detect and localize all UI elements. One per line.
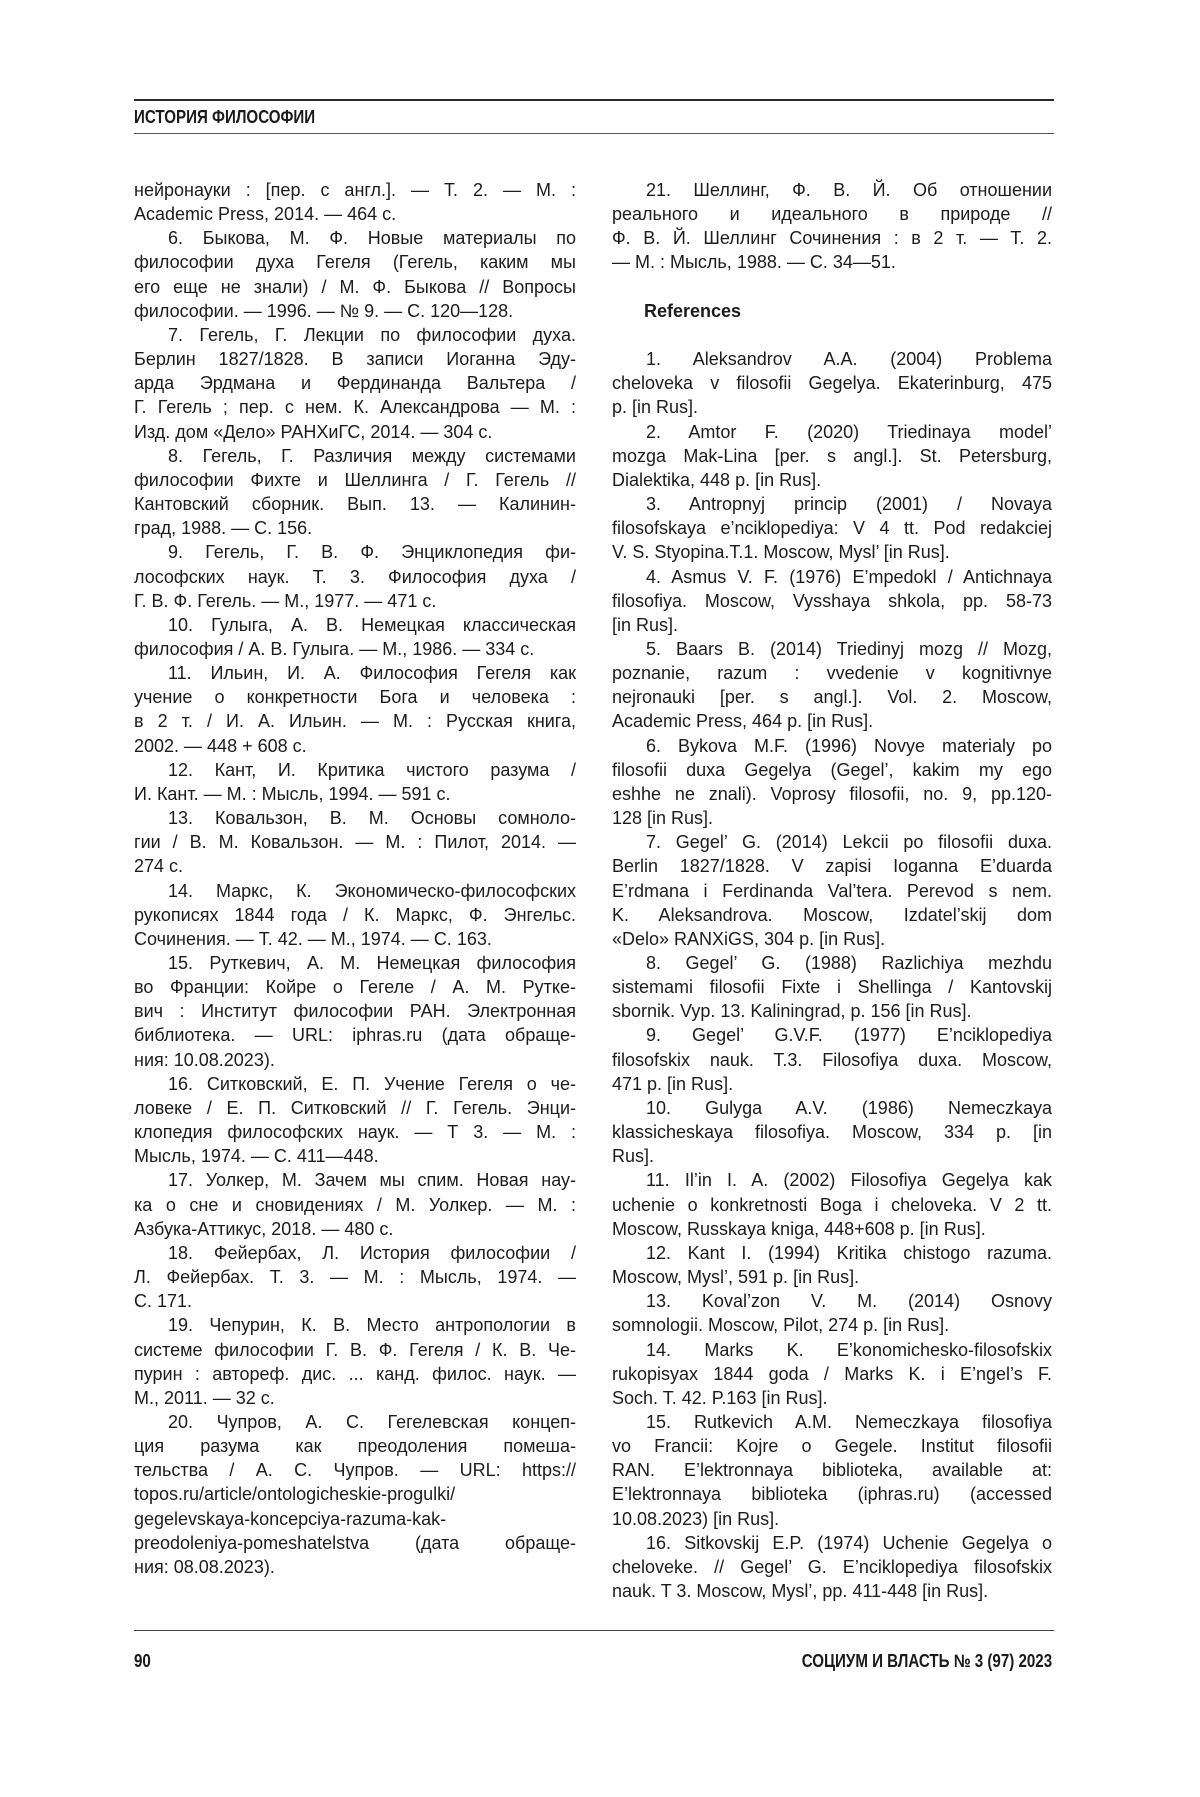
- reference-entry: [134, 1168, 576, 1240]
- reference-line: философии. — 1996. — № 9. — С. 120—128.: [134, 300, 514, 321]
- reference-line: 2002. — 448 + 608 с.: [134, 735, 307, 756]
- reference-line: filosofiya. Moscow, Vysshaya shkola, pp. 58-73: [612, 590, 1052, 611]
- reference-line: 11. Il’in I. A. (2002) Filosofiya Gegelya kak: [646, 1170, 1052, 1191]
- header-bottom-rule: [134, 133, 1054, 134]
- page-number: 90: [134, 1651, 151, 1671]
- reference-line: реального и идеального в природе //: [612, 204, 1052, 225]
- reference-line: С. 171.: [134, 1291, 193, 1312]
- reference-line: 8. Gegel’ G. (1988) Razlichiya mezhdu: [646, 953, 1052, 973]
- reference-list-ru-continued: [612, 178, 1052, 275]
- reference-line: библиотека. — URL: iphras.ru (дата обраще-: [134, 1025, 576, 1046]
- reference-line: 14. Маркс, К. Экономическо-философских: [168, 880, 576, 901]
- reference-line: ния: 08.08.2023).: [134, 1556, 275, 1577]
- reference-line: Кантовский сборник. Вып. 13. — Калинин-: [134, 494, 576, 515]
- reference-line: 12. Kant I. (1994) Kritika chistogo razuma.: [646, 1242, 1052, 1263]
- reference-entry: [612, 1241, 1052, 1289]
- reference-line: Dialektika, 448 p. [in Rus].: [612, 469, 822, 490]
- reference-line: 9. Gegel’ G.V.F. (1977) E’nciklopediya: [646, 1025, 1052, 1046]
- reference-line: nejronauki [per. s angl.]. Vol. 2. Moscow,: [612, 687, 1052, 708]
- reference-line: пурин : автореф. дис. ... канд. филос. наук. —: [134, 1363, 576, 1384]
- reference-line: философия / А. В. Гулыга. — М., 1986. — 334 с.: [134, 638, 535, 659]
- reference-list-ru: [134, 226, 576, 1579]
- reference-line: somnologii. Moscow, Pilot, 274 p. [in Rus].: [612, 1315, 950, 1336]
- reference-line: Berlin 1827/1828. V zapisi Ioganna E’duarda: [612, 856, 1052, 877]
- reference-line: E’lektronnaya biblioteka (iphras.ru) (accessed: [612, 1484, 1052, 1505]
- reference-line: 8. Гегель, Г. Различия между системами: [168, 445, 576, 466]
- reference-line: 13. Ковальзон, В. М. Основы сомноло-: [168, 808, 576, 829]
- reference-entry: [612, 565, 1052, 637]
- reference-line: — М. : Мысль, 1988. — С. 34—51.: [612, 252, 896, 273]
- reference-line: filosofskix nauk. T.3. Filosofiya duxa. Moscow,: [612, 1049, 1052, 1070]
- reference-entry: [612, 1410, 1052, 1531]
- reference-line: Сочинения. — Т. 42. — М., 1974. — С. 163.: [134, 928, 492, 949]
- reference-line: Academic Press, 2014. — 464 с.: [134, 204, 397, 225]
- reference-line: Ф. В. Й. Шеллинг Сочинения : в 2 т. — Т. 2.: [612, 228, 1052, 249]
- reference-line: 10.08.2023) [in Rus].: [612, 1508, 780, 1529]
- reference-entry: [134, 226, 576, 323]
- reference-entry: [612, 1289, 1052, 1337]
- reference-entry: [134, 758, 576, 806]
- reference-line: ловеке / Е. П. Ситковский // Г. Гегель. Энци-: [134, 1097, 576, 1118]
- reference-line: 6. Bykova M.F. (1996) Novye materialy po: [646, 735, 1052, 756]
- reference-line: 11. Ильин, И. А. Философия Гегеля как: [168, 663, 576, 684]
- reference-line: sistemami filosofii Fixte i Shellinga / Kantovskij: [612, 977, 1052, 998]
- reference-line: Moscow, Russkaya kniga, 448+608 p. [in Rus].: [612, 1218, 986, 1239]
- reference-line: во Франции: Койре о Гегеле / А. М. Рутке-: [134, 977, 576, 998]
- reference-line: ния: 10.08.2023).: [134, 1049, 275, 1070]
- reference-entry: [612, 1531, 1052, 1603]
- reference-line: Rus].: [612, 1146, 655, 1167]
- reference-line: 471 p. [in Rus].: [612, 1073, 734, 1094]
- reference-line: Мысль, 1974. — С. 411—448.: [134, 1146, 379, 1167]
- reference-line: 13. Koval’zon V. M. (2014) Osnovy: [646, 1291, 1052, 1312]
- reference-line: rukopisyax 1844 goda / Marks K. i E’ngel’s F.: [612, 1363, 1052, 1384]
- reference-entry: [134, 1410, 576, 1579]
- reference-line: mozga Mak-Lina [per. s angl.]. St. Petersburg,: [612, 445, 1052, 466]
- journal-title: СОЦИУМ И ВЛАСТЬ № 3 (97) 2023: [801, 1651, 1052, 1671]
- reference-entry: [612, 1338, 1052, 1410]
- reference-entry: [612, 420, 1052, 492]
- reference-line: клопедия философских наук. — Т 3. — М. :: [134, 1122, 576, 1143]
- reference-line: eshhe ne znali). Voprosy filosofii, no. 9, pp.120-: [612, 783, 1052, 804]
- left-column: [134, 178, 576, 1579]
- reference-line: 15. Руткевич, А. М. Немецкая философия: [168, 953, 576, 973]
- reference-entry: [134, 540, 576, 612]
- reference-line: Soch. T. 42. P.163 [in Rus].: [612, 1387, 828, 1408]
- reference-line: 1. Aleksandrov A.A. (2004) Problema: [646, 349, 1052, 370]
- reference-list-en: [612, 347, 1052, 1603]
- reference-line: 5. Baars B. (2014) Triedinyj mozg // Mozg,: [646, 638, 1052, 659]
- reference-line: Academic Press, 464 p. [in Rus].: [612, 711, 874, 732]
- reference-line: 21. Шеллинг, Ф. В. Й. Об отношении: [646, 180, 1052, 200]
- reference-line: Moscow, Mysl’, 591 p. [in Rus].: [612, 1267, 860, 1288]
- reference-line: 7. Gegel’ G. (2014) Lekcii po filosofii duxa.: [646, 832, 1052, 853]
- reference-line: filosofii duxa Gegelya (Gegel’, kakim my ego: [612, 759, 1052, 780]
- right-column: [612, 178, 1052, 1603]
- reference-line: лософских наук. Т. 3. Философия духа /: [134, 566, 576, 587]
- reference-line: 20. Чупров, А. С. Гегелевская концеп-: [168, 1411, 576, 1432]
- reference-line: Берлин 1827/1828. В записи Иоганна Эду-: [134, 349, 576, 370]
- reference-line: 4. Asmus V. F. (1976) E’mpedokl / Antichnaya: [646, 566, 1052, 587]
- reference-line: Изд. дом «Дело» РАНХиГС, 2014. — 304 с.: [134, 421, 493, 442]
- reference-line: Г. Гегель ; пер. с нем. К. Александрова — М. :: [134, 397, 576, 418]
- reference-line: ка о сне и сновидениях / М. Уолкер. — М. :: [134, 1194, 576, 1215]
- reference-line: философии духа Гегеля (Гегель, каким мы: [134, 252, 576, 273]
- reference-line: 7. Гегель, Г. Лекции по философии духа.: [168, 324, 576, 345]
- reference-line: И. Кант. — М. : Мысль, 1994. — 591 с.: [134, 783, 451, 804]
- reference-entry: [612, 1096, 1052, 1168]
- reference-line: 14. Marks K. E’konomichesko-filosofskix: [646, 1339, 1052, 1360]
- reference-entry: [134, 1313, 576, 1410]
- reference-entry: [134, 613, 576, 661]
- reference-entry: [612, 1023, 1052, 1095]
- reference-line: 10. Гулыга, А. В. Немецкая классическая: [168, 614, 576, 635]
- reference-entry: [134, 1072, 576, 1169]
- reference-entry: [612, 830, 1052, 951]
- reference-line: 16. Ситковский, Е. П. Учение Гегеля о че-: [168, 1073, 576, 1094]
- reference-line: ция разума как преодоления помеша-: [134, 1436, 576, 1457]
- reference-entry: [612, 347, 1052, 419]
- reference-entry: [134, 879, 576, 951]
- reference-line: Л. Фейербах. Т. 3. — М. : Мысль, 1974. —: [134, 1267, 576, 1288]
- reference-entry: [612, 734, 1052, 831]
- reference-line: арда Эрдмана и Фердинанда Вальтера /: [134, 373, 576, 394]
- reference-line: RAN. E’lektronnaya biblioteka, available at:: [612, 1460, 1052, 1481]
- continued-entry: [134, 178, 576, 226]
- reference-line: 274 с.: [134, 856, 184, 877]
- reference-line: sbornik. Vyp. 13. Kaliningrad, p. 156 [in Rus].: [612, 1001, 972, 1022]
- reference-line: vo Francii: Kojre o Gegele. Institut filosofii: [612, 1436, 1052, 1457]
- references-heading: References: [644, 300, 742, 321]
- header-top-rule: [134, 99, 1054, 101]
- reference-line: p. [in Rus].: [612, 397, 699, 418]
- section-title: ИСТОРИЯ ФИЛОСОФИИ: [134, 107, 316, 127]
- reference-line: 128 [in Rus].: [612, 808, 714, 829]
- reference-line: Г. В. Ф. Гегель. — М., 1977. — 471 с.: [134, 590, 437, 611]
- reference-line: тельства / А. С. Чупров. — URL: https://: [134, 1460, 576, 1481]
- reference-entry: [134, 178, 576, 226]
- reference-entry: [612, 951, 1052, 1023]
- reference-entry: [134, 806, 576, 878]
- reference-line: его еще не знали) / М. Ф. Быкова // Вопросы: [134, 276, 576, 297]
- reference-line: нейронауки : [пер. с англ.]. — Т. 2. — М. :: [134, 180, 576, 200]
- reference-line: cheloveka v filosofii Gegelya. Ekaterinburg, 475: [612, 373, 1052, 394]
- reference-line: философии Фихте и Шеллинга / Г. Гегель //: [134, 469, 576, 490]
- reference-line: 16. Sitkovskij E.P. (1974) Uchenie Gegelya o: [646, 1532, 1052, 1553]
- reference-line: 17. Уолкер, М. Зачем мы спим. Новая нау-: [168, 1170, 576, 1191]
- reference-line: гии / В. М. Ковальзон. — М. : Пилот, 2014. —: [134, 832, 576, 853]
- reference-line: klassicheskaya filosofiya. Moscow, 334 p. [in: [612, 1122, 1052, 1143]
- reference-entry: [612, 1168, 1052, 1240]
- reference-line: «Delo» RANXiGS, 304 p. [in Rus].: [612, 928, 886, 949]
- reference-line: 18. Фейербах, Л. История философии /: [168, 1242, 576, 1263]
- reference-line: учение о конкретности Бога и человека :: [134, 687, 576, 708]
- reference-line: V. S. Styopina.T.1. Moscow, Mysl’ [in Rus].: [612, 542, 950, 563]
- reference-entry: [134, 323, 576, 444]
- reference-line: Азбука-Аттикус, 2018. — 480 с.: [134, 1218, 394, 1239]
- reference-line: 12. Кант, И. Критика чистого разума /: [168, 759, 576, 780]
- reference-entry: [134, 444, 576, 541]
- reference-line: E’rdmana i Ferdinanda Val’tera. Perevod s nem.: [612, 880, 1052, 901]
- reference-entry: [134, 661, 576, 758]
- reference-entry: [134, 951, 576, 1072]
- reference-line: вич : Институт философии РАН. Электронная: [134, 1001, 576, 1022]
- reference-line: preodoleniya-pomeshatelstva (дата обраще-: [134, 1532, 576, 1553]
- reference-entry: [134, 1241, 576, 1313]
- reference-line: рукописях 1844 года / К. Маркс, Ф. Энгельс.: [134, 904, 576, 925]
- reference-line: 10. Gulyga A.V. (1986) Nemeczkaya: [646, 1097, 1052, 1118]
- reference-entry: [612, 492, 1052, 564]
- reference-line: 6. Быкова, М. Ф. Новые материалы по: [168, 228, 576, 249]
- reference-line: uchenie o konkretnosti Boga i cheloveka. V 2 tt.: [612, 1194, 1052, 1215]
- reference-line: 19. Чепурин, К. В. Место антропологии в: [168, 1315, 576, 1336]
- reference-line: 2. Amtor F. (2020) Triedinaya model’: [646, 421, 1052, 442]
- reference-line: град, 1988. — С. 156.: [134, 518, 313, 539]
- reference-entry: [612, 637, 1052, 734]
- reference-line: nauk. T 3. Moscow, Mysl’, pp. 411-448 [in Rus].: [612, 1581, 989, 1602]
- reference-line: 9. Гегель, Г. В. Ф. Энциклопедия фи-: [168, 542, 576, 563]
- reference-line: 15. Rutkevich A.M. Nemeczkaya filosofiya: [646, 1411, 1052, 1432]
- reference-line: K. Aleksandrova. Moscow, Izdatel’skij dom: [612, 904, 1052, 925]
- reference-line: системе философии Г. В. Ф. Гегеля / К. В. Че-: [134, 1339, 576, 1360]
- reference-line: 3. Antropnyj princip (2001) / Novaya: [646, 494, 1052, 515]
- reference-line: [in Rus].: [612, 614, 679, 635]
- reference-line: filosofskaya e’nciklopediya: V 4 tt. Pod redakciej: [612, 518, 1052, 539]
- reference-line: М., 2011. — 32 с.: [134, 1387, 275, 1408]
- footer-rule: [134, 1630, 1054, 1631]
- reference-entry: [612, 178, 1052, 275]
- reference-line: в 2 т. / И. А. Ильин. — М. : Русская книга,: [134, 711, 576, 732]
- reference-line: poznanie, razum : vvedenie v kognitivnye: [612, 663, 1052, 684]
- reference-line: gegelevskaya-koncepciya-razuma-kak-: [134, 1508, 447, 1529]
- reference-line: cheloveke. // Gegel’ G. E’nciklopediya filosofskix: [612, 1556, 1052, 1577]
- reference-line: topos.ru/article/ontologicheskie-progulki/: [134, 1484, 456, 1505]
